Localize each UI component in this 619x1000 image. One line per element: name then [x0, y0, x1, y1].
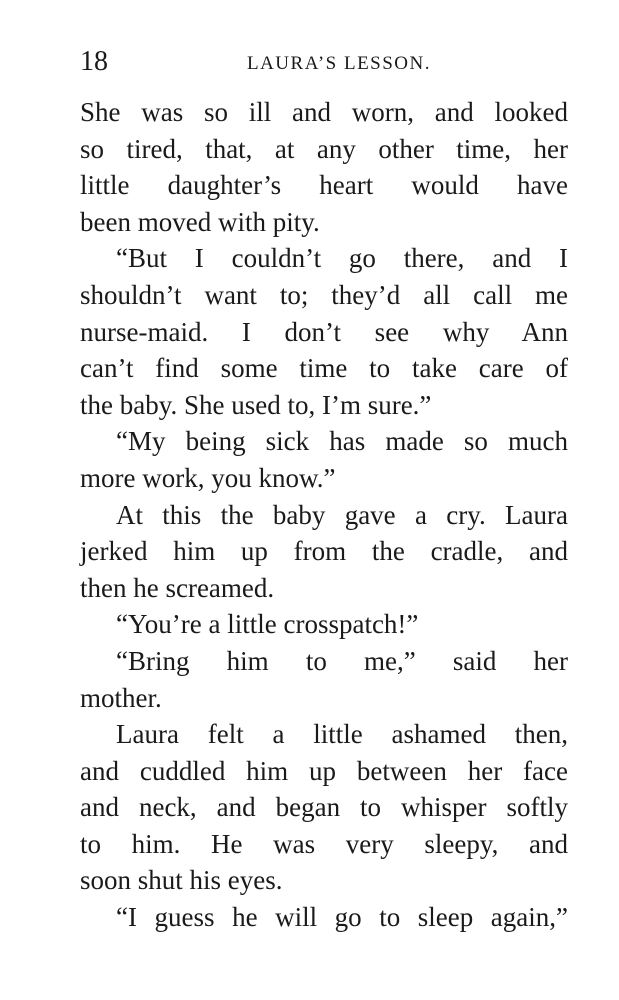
text-line: jerked him up from the cradle, and	[80, 536, 568, 567]
text-line: “I guess he will go to sleep again,”	[116, 902, 568, 933]
text-line: shouldn’t want to; they’d all call me	[80, 279, 568, 310]
text-line: more work, you know.”	[80, 462, 336, 493]
text-line: little daughter’s heart would have	[80, 170, 568, 201]
text-line: At this the baby gave a cry. Laura	[116, 499, 568, 530]
text-line: so tired, that, at any other time, her	[80, 133, 568, 164]
text-line: can’t find some time to take care of	[80, 353, 568, 384]
page-number: 18	[80, 46, 108, 77]
text-line: the baby. She used to, I’m sure.”	[80, 389, 432, 420]
page-header	[80, 42, 568, 82]
text-line: then he screamed.	[80, 572, 275, 603]
text-line: “My being sick has made so much	[116, 426, 568, 457]
text-line: “You’re a little crosspatch!”	[116, 609, 419, 640]
text-line: Laura felt a little ashamed then,	[116, 719, 568, 750]
text-line: to him. He was very sleepy, and	[80, 828, 568, 859]
text-line: and cuddled him up between her face	[80, 755, 568, 786]
body-text	[80, 94, 568, 936]
text-line: “But I couldn’t go there, and I	[116, 243, 568, 274]
text-line: soon shut his eyes.	[80, 865, 283, 896]
text-line: “Bring him to me,” said her	[116, 645, 568, 676]
text-line: been moved with pity.	[80, 206, 320, 237]
text-line: and neck, and began to whisper softly	[80, 792, 568, 823]
text-line: mother.	[80, 682, 162, 713]
text-line: nurse-maid. I don’t see why Ann	[80, 316, 568, 347]
text-line: She was so ill and worn, and looked	[80, 97, 568, 127]
running-title: LAURA’S LESSON.	[246, 53, 432, 74]
